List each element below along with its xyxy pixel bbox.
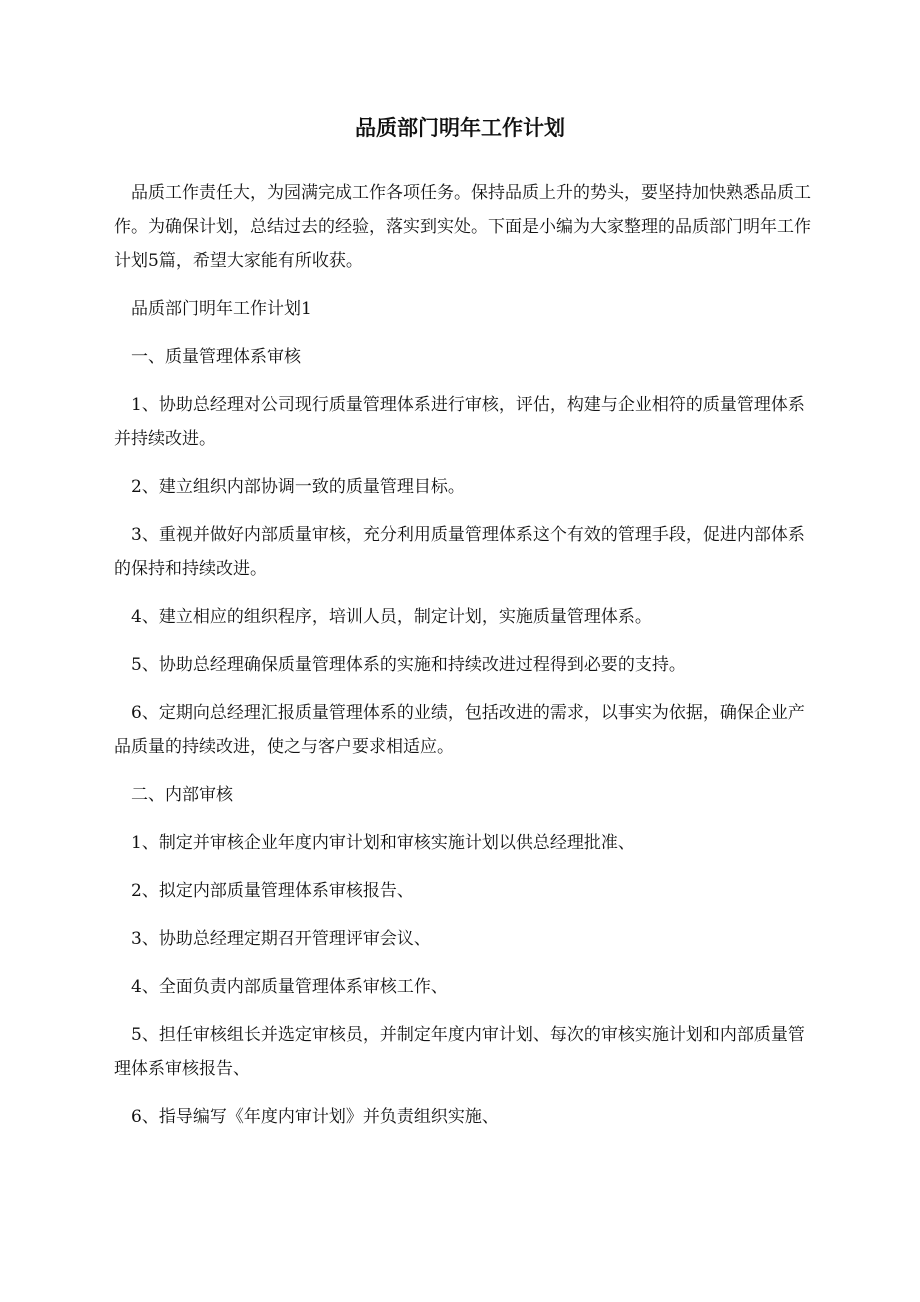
document-body — [114, 176, 814, 1148]
list-item: 3、协助总经理定期召开管理评审会议、 — [131, 929, 431, 949]
list-item: 1、协助总经理对公司现行质量管理体系进行审核，评估，构建与企业相符的质量管理体系并持续改进。 — [114, 395, 805, 449]
list-item: 6、指导编写《年度内审计划》并负责组织实施、 — [131, 1107, 499, 1127]
list-item: 5、协助总经理确保质量管理体系的实施和持续改进过程得到必要的支持。 — [131, 655, 686, 675]
list-item: 2、拟定内部质量管理体系审核报告、 — [131, 881, 414, 901]
section-heading-qms-audit: 一、质量管理体系审核 — [131, 347, 301, 367]
list-item: 4、全面负责内部质量管理体系审核工作、 — [131, 977, 448, 997]
intro-paragraph: 品质工作责任大，为园满完成工作各项任务。保持品质上升的势头，要坚持加快熟悉品质工作。为确保计划，总结过去的经验，落实到实处。下面是小编为大家整理的品质部门明年工作计划5篇，希望大家能有所收获。 — [114, 183, 811, 271]
section-heading-internal-audit: 二、内部审核 — [131, 785, 233, 805]
list-item: 3、重视并做好内部质量审核，充分利用质量管理体系这个有效的管理手段，促进内部体系的保持和持续改进。 — [114, 525, 805, 579]
list-item: 6、定期向总经理汇报质量管理体系的业绩，包括改进的需求，以事实为依据，确保企业产品质量的持续改进，使之与客户要求相适应。 — [114, 703, 805, 757]
list-item: 1、制定并审核企业年度内审计划和审核实施计划以供总经理批准、 — [131, 833, 635, 853]
list-item: 4、建立相应的组织程序，培训人员，制定计划，实施质量管理体系。 — [131, 607, 652, 627]
section-heading-plan-1: 品质部门明年工作计划1 — [131, 299, 312, 319]
list-item: 2、建立组织内部协调一致的质量管理目标。 — [131, 477, 465, 497]
document-title: 品质部门明年工作计划 — [355, 115, 565, 140]
list-item: 5、担任审核组长并选定审核员，并制定年度内审计划、每次的审核实施计划和内部质量管理体系审核报告、 — [114, 1025, 805, 1079]
